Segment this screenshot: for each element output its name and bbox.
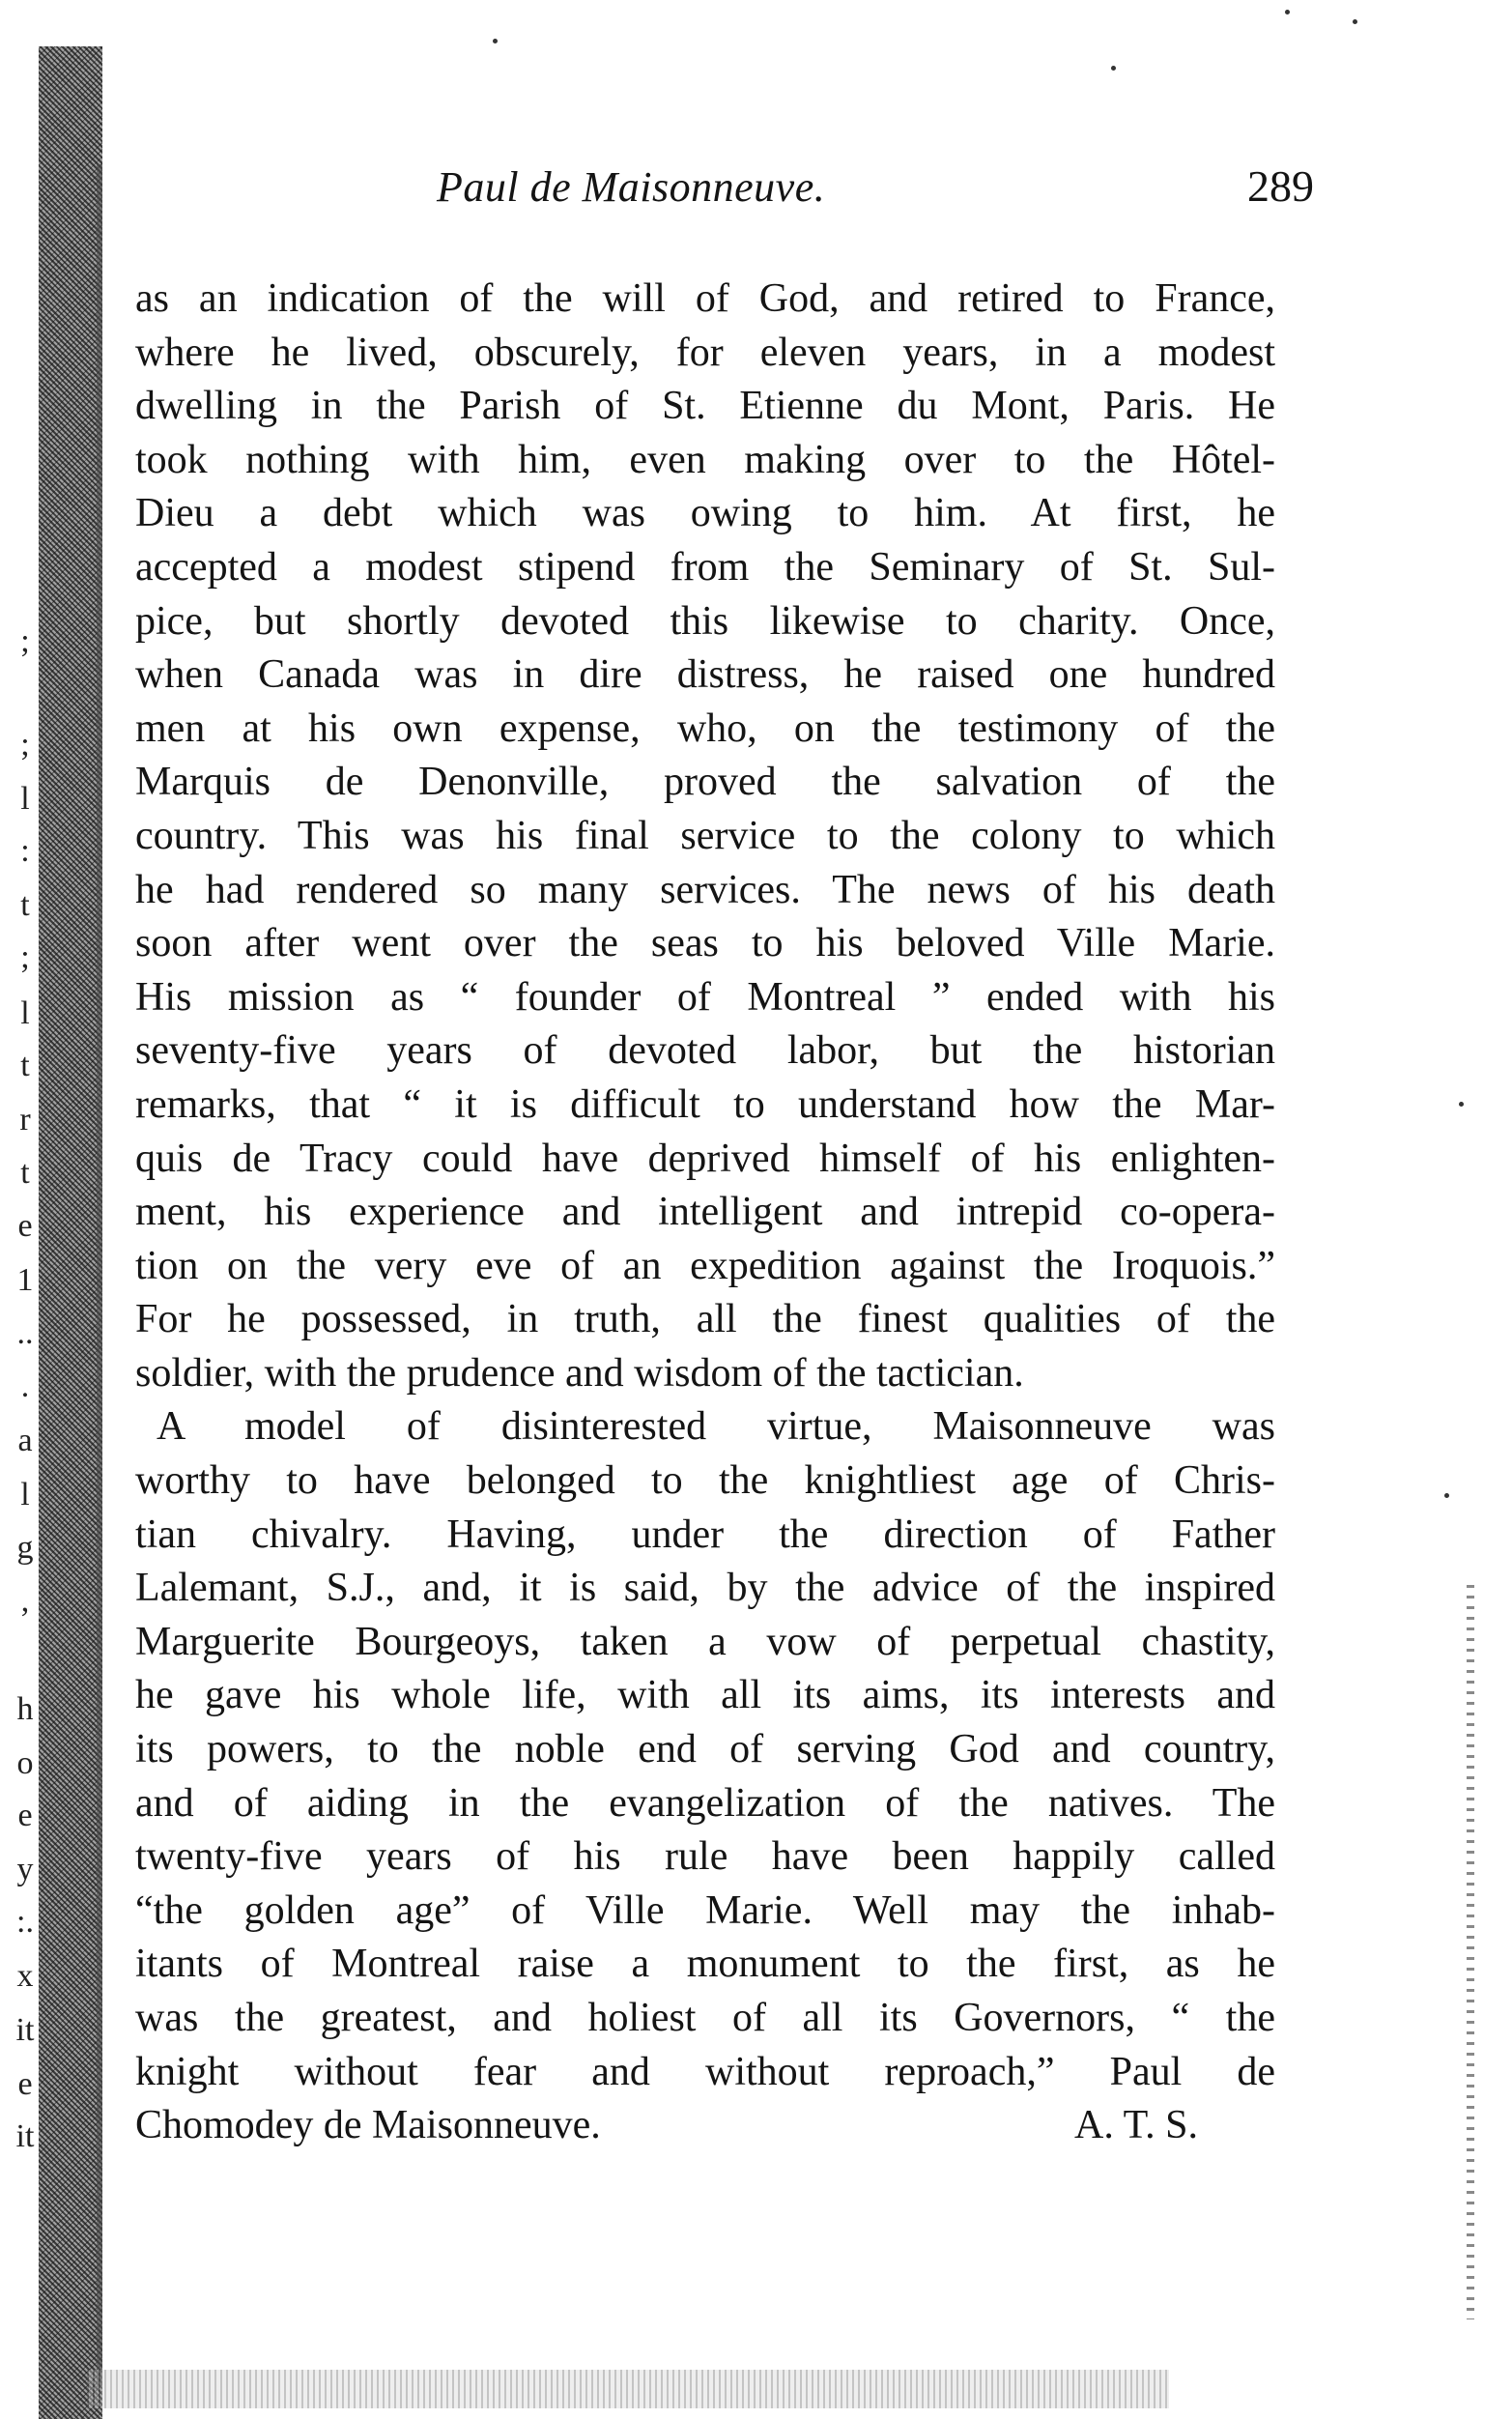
page-edge-shadow <box>97 164 102 2387</box>
text-line: itants of Montreal raise a monument to the first, as he <box>135 1942 1275 1987</box>
scan-speck <box>1444 1493 1449 1498</box>
text-line: Marguerite Bourgeoys, taken a vow of perpetual chastity, <box>135 1619 1275 1664</box>
text-line: Dieu a debt which was owing to him. At first, he <box>135 491 1275 536</box>
fragment: t <box>20 887 30 923</box>
fragment: .. <box>16 1315 34 1351</box>
text-line: knight without fear and without reproach,” Paul de <box>135 2049 1275 2094</box>
scan-speck <box>1111 66 1116 71</box>
text-line: soldier, with the prudence and wisdom of the tactician. <box>135 1350 1024 1396</box>
bottom-scan-smudge <box>87 2370 1169 2408</box>
text-line: country. This was his final service to the colony to which <box>135 813 1275 858</box>
text-line: soon after went over the seas to his beloved Ville Marie. <box>135 921 1275 966</box>
text-line: and of aiding in the evangelization of the natives. The <box>135 1780 1275 1826</box>
fragment: x <box>16 1958 34 1994</box>
fragment: , <box>20 1583 30 1619</box>
fragment: o <box>16 1745 34 1781</box>
fragment: ; <box>20 727 30 763</box>
text-line: dwelling in the Parish of St. Etienne du Mont, Paris. He <box>135 384 1275 429</box>
body-text <box>135 273 1275 2153</box>
text-line: quis de Tracy could have deprived himself of his enlighten- <box>135 1136 1275 1181</box>
fragment: e <box>17 1798 33 1833</box>
text-line: as an indication of the will of God, and retired to France, <box>135 276 1275 321</box>
author-signature: A. T. S. <box>1074 2103 1198 2148</box>
page-header <box>135 162 1314 220</box>
fragment: l <box>20 995 30 1031</box>
fragment: 1 <box>16 1262 34 1298</box>
text-line: tian chivalry. Having, under the direction of Father <box>135 1512 1275 1557</box>
text-line: For he possessed, in truth, all the finest qualities of the <box>135 1297 1275 1342</box>
fragment: h <box>16 1691 34 1727</box>
fragment: t <box>20 1155 30 1191</box>
scan-speck <box>1285 10 1290 14</box>
text-line: worthy to have belonged to the knightliest age of Chris- <box>135 1458 1275 1504</box>
fragment: :. <box>16 1904 34 1940</box>
text-line: tion on the very eve of an expedition against the Iroquois.” <box>135 1243 1275 1288</box>
closing-name: Chomodey de Maisonneuve. <box>135 2103 601 2148</box>
facing-page-fragments <box>6 0 44 2419</box>
fragment: it <box>15 2118 35 2154</box>
text-line: twenty-five years of his rule have been happily called <box>135 1834 1275 1880</box>
fragment: e <box>17 1208 33 1244</box>
fragment: a <box>17 1423 33 1458</box>
text-line: was the greatest, and holiest of all its Governors, “ the <box>135 1996 1275 2040</box>
text-line: seventy-five years of devoted labor, but the historian <box>135 1028 1275 1074</box>
fragment: l <box>20 781 30 817</box>
right-margin-speckle <box>1467 1585 1474 2319</box>
text-line: where he lived, obscurely, for eleven years, in a modest <box>135 330 1275 375</box>
text-line: men at his own expense, who, on the testimony of the <box>135 706 1275 751</box>
page-number: 289 <box>1247 161 1314 211</box>
closing-line <box>135 2099 1275 2153</box>
fragment: g <box>16 1530 34 1566</box>
fragment: : <box>20 833 30 869</box>
fragment: r <box>19 1102 31 1138</box>
fragment: y <box>16 1852 34 1887</box>
text-line: A model of disinterested virtue, Maisonneuve was <box>157 1404 1275 1450</box>
paragraph-1 <box>135 273 1275 1400</box>
text-line: accepted a modest stipend from the Seminary of St. Sul- <box>135 544 1275 590</box>
text-line: he had rendered so many services. The news of his death <box>135 867 1275 912</box>
fragment: ; <box>20 623 30 659</box>
fragment: e <box>17 2066 33 2102</box>
scan-speck <box>1459 1102 1464 1107</box>
text-line: “the golden age” of Ville Marie. Well may the inhab- <box>135 1887 1275 1933</box>
text-line: took nothing with him, even making over to the Hôtel- <box>135 437 1275 482</box>
text-line: Marquis de Denonville, proved the salvation of the <box>135 760 1275 805</box>
paragraph-2 <box>135 1400 1275 2152</box>
text-line: His mission as “ founder of Montreal ” ended with his <box>135 974 1275 1020</box>
text-line: Lalemant, S.J., and, it is said, by the advice of the inspired <box>135 1566 1275 1611</box>
scan-speck <box>1353 19 1357 24</box>
fragment: t <box>20 1048 30 1083</box>
text-line: when Canada was in dire distress, he raised one hundred <box>135 652 1275 698</box>
text-line: its powers, to the noble end of serving God and country, <box>135 1727 1275 1772</box>
text-line: he gave his whole life, with all its aims, its interests and <box>135 1673 1275 1718</box>
fragment: ; <box>20 939 30 975</box>
running-title: Paul de Maisonneuve. <box>437 163 826 211</box>
text-line: ment, his experience and intelligent and intrepid co-opera- <box>135 1190 1275 1235</box>
book-binding-gutter <box>39 46 102 2419</box>
fragment: it <box>15 2012 35 2048</box>
text-line: pice, but shortly devoted this likewise to charity. Once, <box>135 598 1275 644</box>
text-line: remarks, that “ it is difficult to understand how the Mar- <box>135 1081 1275 1127</box>
fragment: l <box>20 1477 30 1512</box>
scan-speck <box>493 39 498 43</box>
fragment: . <box>20 1368 30 1404</box>
